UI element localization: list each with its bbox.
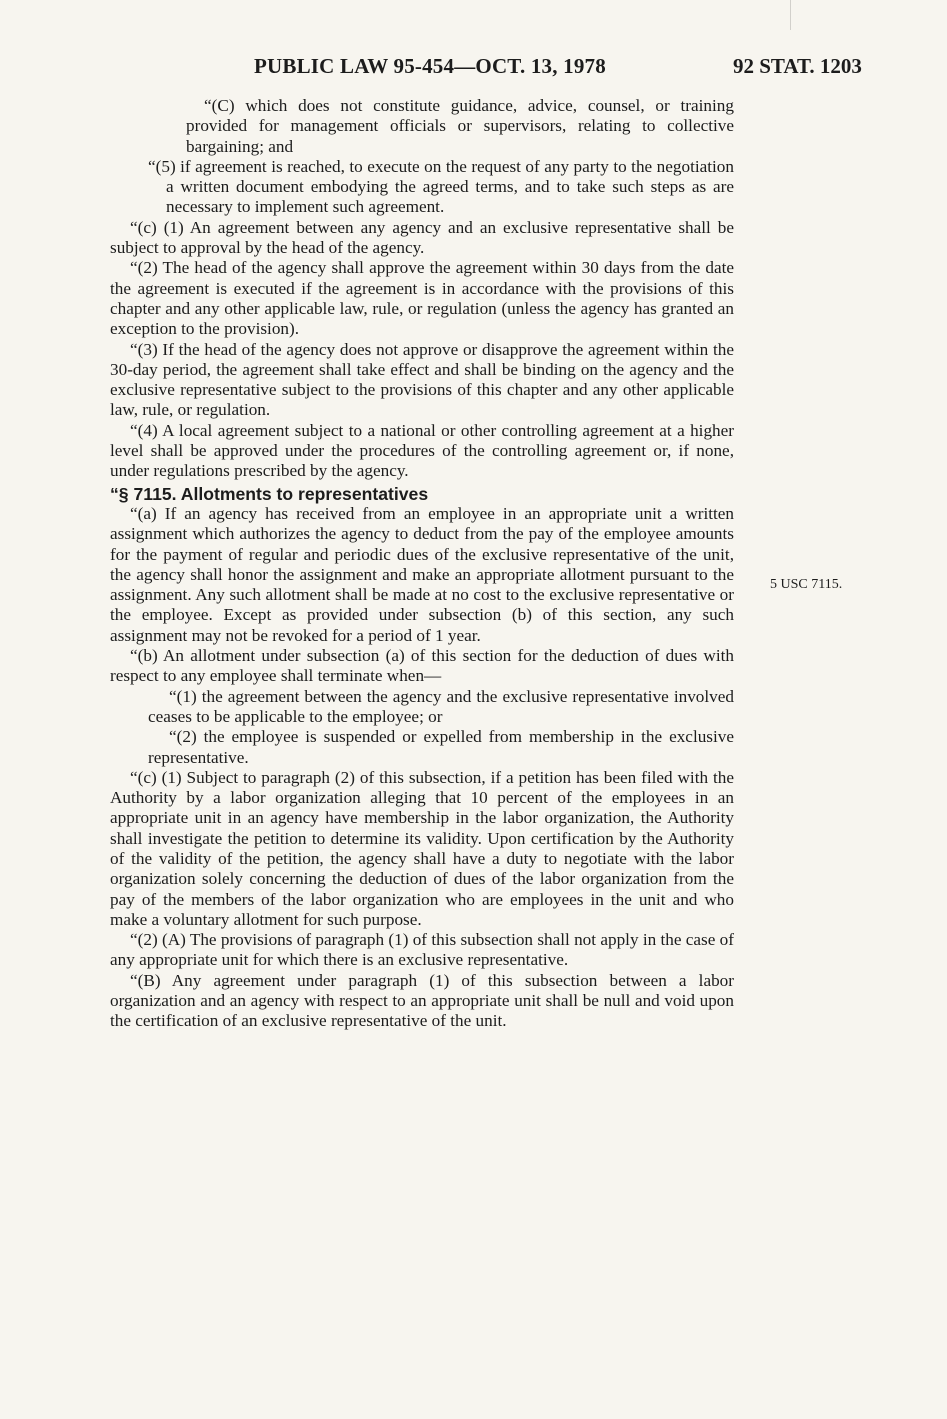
paragraph-2: “(2) The head of the agency shall approve the agreement within 30 days from the date the agreement is executed if the agreement is in accordance with the provisions of this chapter and any other applicable law, rule, or regulation (unless the agency has granted an exception to the provision). <box>110 258 734 339</box>
paragraph-3: “(3) If the head of the agency does not approve or disapprove the agreement within the 30-day period, the agreement shall take effect and shall be binding on the agency and the exclusive representative subject to the provisions of this chapter and any other applicable law, rule, or regulation. <box>110 339 734 420</box>
paragraph-b-2: “(2) the employee is suspended or expelled from membership in the exclusive representative. <box>148 727 734 767</box>
paragraph-a: “(a) If an agency has received from an employee in an appropriate unit a written assignment which authorizes the agency to deduct from the pay of the employee amounts for the payment of regular and periodic dues of the exclusive representative of the unit, the agency shall honor the assignment and make an appropriate allotment pursuant to the assignment. Any such allotment shall be made at no cost to the exclusive representative or the employee. Except as provided under subsection (b) of this section, any such assignment may not be revoked for a period of 1 year. <box>110 503 734 645</box>
paragraph-c: “(C) which does not constitute guidance, advice, counsel, or training provided for management officials or supervisors, relating to collective bargaining; and <box>186 96 734 156</box>
paragraph-b-1: “(1) the agreement between the agency and the exclusive representative involved ceases to be applicable to the employee; or <box>148 686 734 726</box>
paragraph-2-b: “(B) Any agreement under paragraph (1) of this subsection between a labor organization and an agency with respect to an appropriate unit shall be null and void upon the certification of an exclusive representative of the unit. <box>110 970 734 1031</box>
paragraph-2-a: “(2) (A) The provisions of paragraph (1) of this subsection shall not apply in the case of any appropriate unit for which there is an exclusive representative. <box>110 930 734 970</box>
document-body <box>110 96 734 1032</box>
paragraph-c-1: “(c) (1) An agreement between any agency and an exclusive representative shall be subject to approval by the head of the agency. <box>110 217 734 258</box>
page-header-stat: 92 STAT. 1203 <box>733 54 862 78</box>
paragraph-c-1-petition: “(c) (1) Subject to paragraph (2) of this subsection, if a petition has been filed with the Authority by a labor organization alleging that 10 percent of the employees in an appropriate unit in an agency have membership in the labor organization, the Authority shall investigate the petition to determine its validity. Upon certification by the Authority of the validity of the petition, the agency shall have a duty to negotiate with the labor organization solely concerning the deduction of dues of the labor organization from the pay of the members of the labor organization who are employees in the unit and who make a voluntary allotment for such purpose. <box>110 767 734 929</box>
page-fold-mark <box>790 0 791 30</box>
paragraph-b: “(b) An allotment under subsection (a) of this section for the deduction of dues with respect to any employee shall terminate when— <box>110 646 734 686</box>
section-heading: “§ 7115. Allotments to representatives <box>110 483 429 504</box>
paragraph-5: “(5) if agreement is reached, to execute on the request of any party to the negotiation a written document embodying the agreed terms, and to take such steps as are necessary to implement such agreement. <box>148 156 734 217</box>
margin-citation: 5 USC 7115. <box>770 577 843 592</box>
paragraph-4: “(4) A local agreement subject to a national or other controlling agreement at a higher level shall be approved under the procedures of the controlling agreement or, if none, under regulations prescribed by the agency. <box>110 420 734 481</box>
page-header-title: PUBLIC LAW 95-454—OCT. 13, 1978 <box>254 54 606 78</box>
